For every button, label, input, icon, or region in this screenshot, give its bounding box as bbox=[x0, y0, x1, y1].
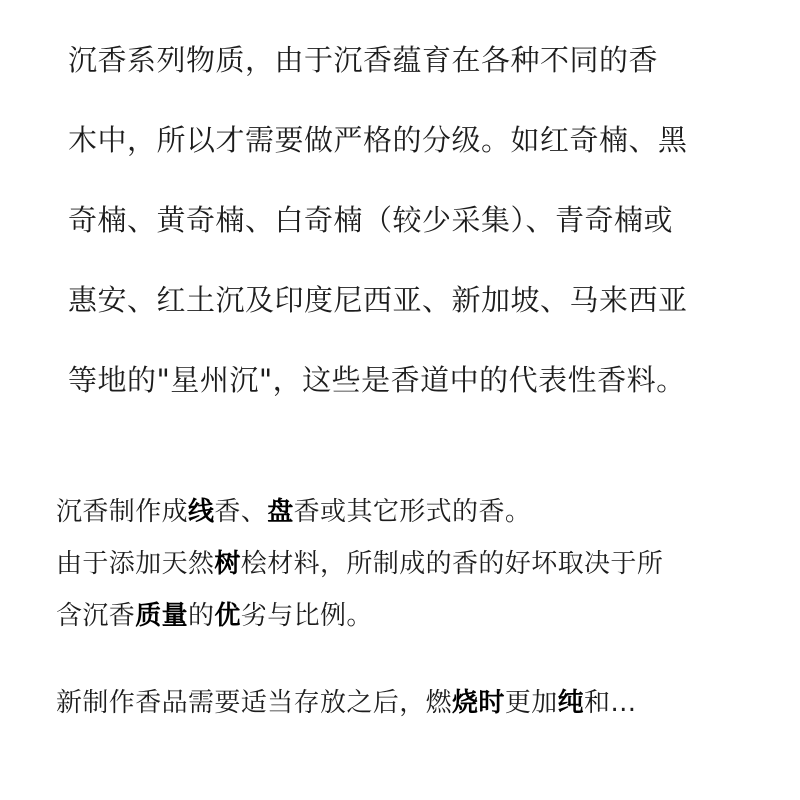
text-span: 的 bbox=[188, 601, 215, 631]
paragraph-storage bbox=[56, 681, 786, 725]
bold-text-span: 盘 bbox=[267, 497, 294, 527]
bold-text-span: 纯 bbox=[557, 688, 585, 718]
text-span: 更加 bbox=[504, 688, 558, 718]
text-line bbox=[56, 542, 786, 586]
text-line: 木中，所以才需要做严格的分级。如红奇楠、黑 bbox=[68, 123, 688, 157]
bold-text-span: 烧时 bbox=[452, 688, 505, 718]
text-line: 等地的"星州沉"，这些是香道中的代表性香料。 bbox=[68, 363, 686, 397]
bold-text-span: 线 bbox=[188, 497, 215, 527]
bold-text-span: 质量 bbox=[135, 601, 189, 631]
bold-text-span: 优 bbox=[214, 601, 241, 631]
text-line: 奇楠、黄奇楠、白奇楠（较少采集）、青奇楠或 bbox=[68, 203, 674, 237]
text-span: 劣与比例。 bbox=[240, 601, 373, 631]
text-span: 和... bbox=[584, 688, 637, 718]
text-line: 沉香系列物质，由于沉香蕴育在各种不同的香 bbox=[68, 43, 659, 77]
text-span: 新制作香品需要适当存放之后，燃 bbox=[56, 688, 453, 718]
text-line bbox=[56, 490, 786, 534]
text-line: 惠安、红土沉及印度尼西亚、新加坡、马来西亚 bbox=[68, 283, 688, 317]
text-span: 桧材料，所制成的香的好坏取决于所 bbox=[240, 549, 664, 579]
paragraph-agarwood-grading bbox=[68, 38, 768, 438]
text-span: 香、 bbox=[214, 497, 268, 527]
paragraph-incense-making bbox=[56, 490, 786, 646]
text-line bbox=[56, 681, 786, 725]
text-line bbox=[56, 594, 786, 638]
text-span: 含沉香 bbox=[56, 601, 136, 631]
text-span: 由于添加天然 bbox=[56, 549, 215, 579]
text-span: 香或其它形式的香。 bbox=[293, 497, 532, 527]
text-span: 沉香制作成 bbox=[56, 497, 189, 527]
bold-text-span: 树 bbox=[214, 549, 241, 579]
